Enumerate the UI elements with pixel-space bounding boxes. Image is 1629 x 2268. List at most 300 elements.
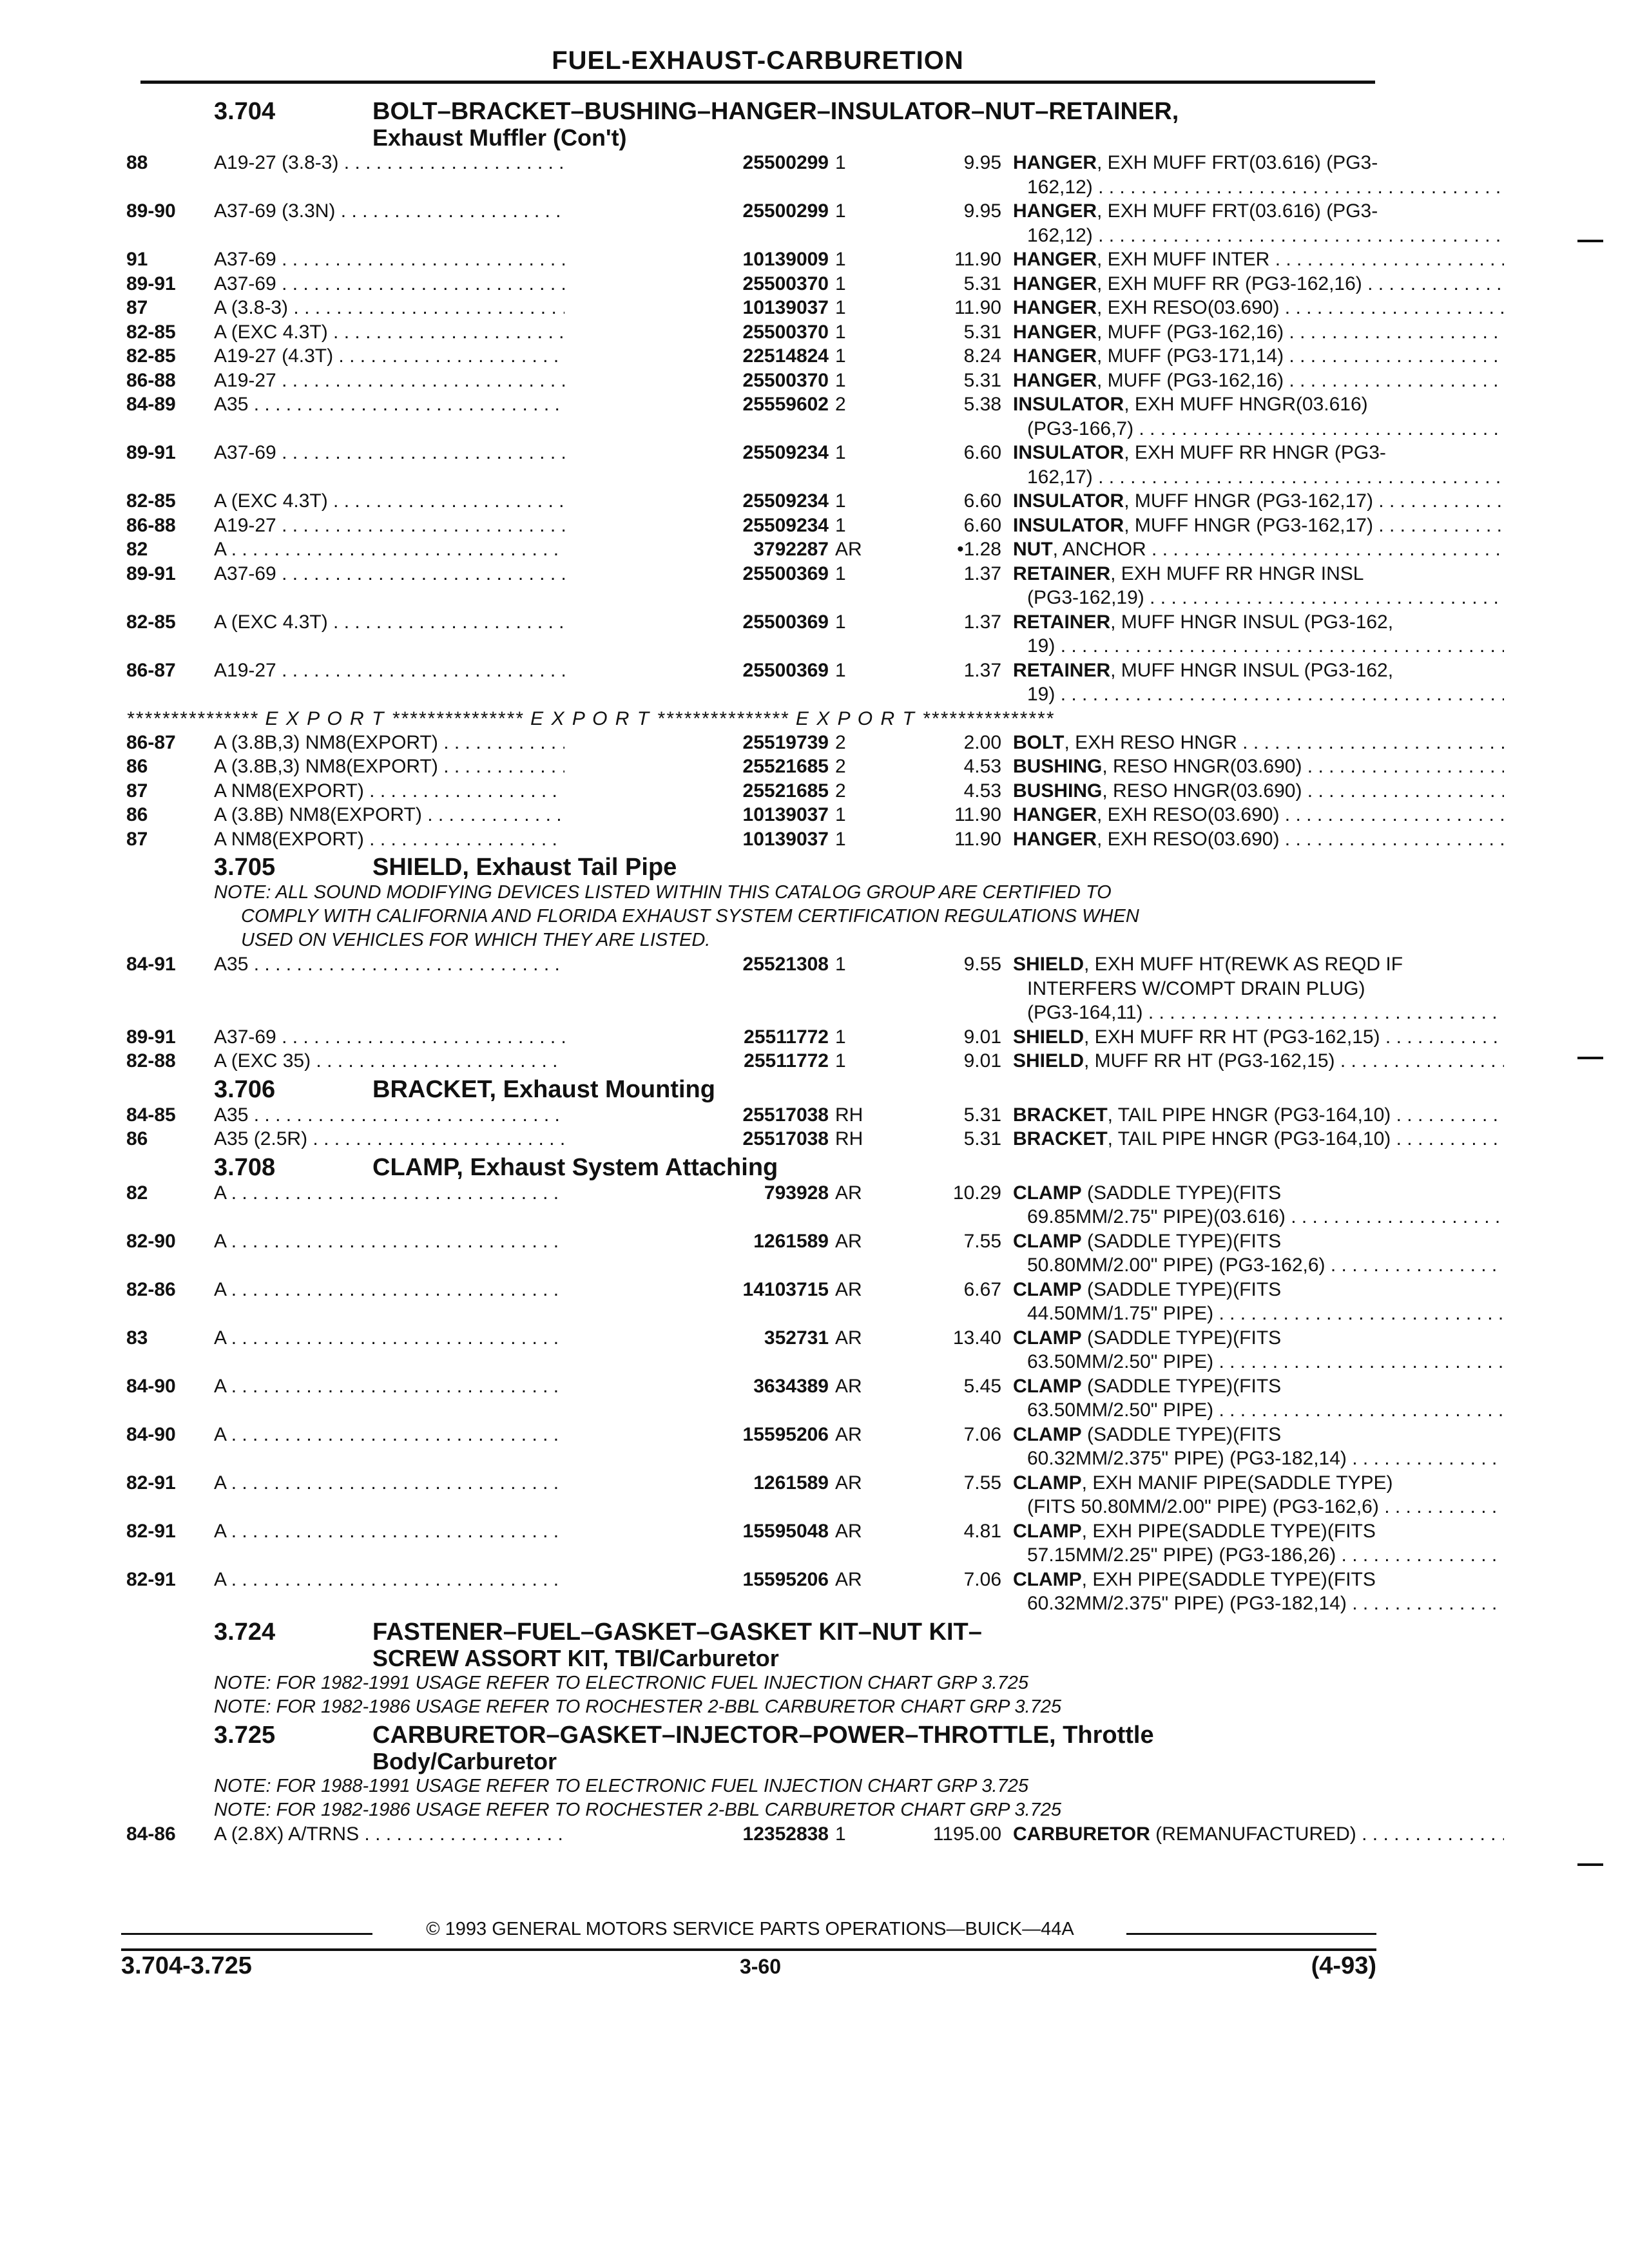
price: •1.28 [957, 539, 1001, 560]
table-row [126, 320, 1383, 345]
model-code: A . . . [214, 1568, 691, 1592]
table-row [126, 247, 1383, 272]
table-row [126, 1374, 1383, 1399]
quantity: RH [835, 1104, 863, 1126]
part-number: 25511772 [564, 1025, 829, 1050]
part-number: 25521685 [564, 779, 829, 803]
table-row-continuation [126, 1398, 1383, 1423]
part-description [1013, 1025, 1504, 1050]
section-title: BRACKET, Exhaust Mounting [372, 1075, 715, 1103]
quantity: 1 [835, 954, 846, 975]
part-number: 10139037 [564, 827, 829, 852]
margin-mark [1577, 1863, 1603, 1866]
part-number: 25500369 [564, 562, 829, 586]
part-description-text: HANGER, EXH RESO(03.690) [1013, 828, 1280, 850]
table-row [126, 344, 1383, 369]
page-header-title: FUEL-EXHAUST-CARBURETION [552, 46, 964, 75]
model-year: 86-87 [126, 659, 176, 681]
part-number: 10139037 [564, 803, 829, 827]
table-row [126, 731, 1383, 755]
footer-copyright: © 1993 GENERAL MOTORS SERVICE PARTS OPERATIONS—BUICK—44A [426, 1919, 1074, 1939]
part-description [1013, 827, 1504, 852]
part-description [1013, 562, 1504, 586]
model-code: A . . . [214, 1278, 691, 1302]
part-description-continued: 19) . . . [1027, 634, 1504, 658]
table-row-continuation [126, 1350, 1383, 1374]
part-description-text: CARBURETOR (REMANUFACTURED) [1013, 1823, 1356, 1845]
model-code: A35 . . . [214, 1103, 691, 1128]
model-year: 82-91 [126, 1568, 176, 1590]
section-heading [126, 1619, 1383, 1646]
part-description [1013, 1049, 1504, 1073]
section-number: 3.708 [214, 1153, 276, 1181]
price: 6.67 [963, 1278, 1001, 1300]
part-number: 25559602 [564, 392, 829, 417]
quantity: 1 [835, 345, 846, 367]
quantity: AR [835, 1375, 862, 1397]
quantity: 1 [835, 273, 846, 294]
part-number: 25517038 [564, 1103, 829, 1128]
table-row [126, 1278, 1383, 1302]
quantity: 1 [835, 1823, 846, 1845]
part-description-continued: 44.50MM/1.75" PIPE) . . . [1027, 1302, 1504, 1326]
part-number: 1261589 [564, 1471, 829, 1495]
part-description-text: RETAINER, MUFF HNGR INSUL (PG3-162, [1013, 611, 1394, 633]
model-year: 89-91 [126, 1026, 176, 1048]
part-description-text: CLAMP (SADDLE TYPE)(FITS [1013, 1230, 1282, 1252]
part-description-text: HANGER, EXH RESO(03.690) [1013, 297, 1280, 318]
part-description [1013, 1423, 1504, 1447]
table-row-continuation [126, 682, 1383, 707]
model-year: 86-87 [126, 731, 176, 753]
section-number: 3.725 [214, 1721, 276, 1749]
model-code: A (3.8B,3) NM8(EXPORT) . . . [214, 754, 691, 779]
section-number: 3.704 [214, 98, 276, 125]
model-year: 87 [126, 297, 148, 318]
table-row [126, 779, 1383, 803]
part-number: 25509234 [564, 489, 829, 514]
part-description-text: INSULATOR, MUFF HNGR (PG3-162,17) [1013, 490, 1373, 512]
part-description-continued: 60.32MM/2.375" PIPE) (PG3-182,14) . . . [1027, 1591, 1504, 1616]
price: 6.60 [963, 514, 1001, 536]
quantity: 1 [835, 249, 846, 270]
model-year: 82-90 [126, 1230, 176, 1252]
table-row [126, 1103, 1391, 1128]
section-heading [126, 854, 1383, 881]
section-note: COMPLY WITH CALIFORNIA AND FLORIDA EXHAUST SYSTEM CERTIFICATION REGULATIONS WHEN [241, 906, 1139, 927]
table-row [126, 1471, 1393, 1495]
part-description [1013, 1471, 1504, 1495]
table-row-continuation [126, 1302, 1383, 1326]
part-number: 10139009 [564, 247, 829, 272]
model-year: 83 [126, 1327, 148, 1349]
model-code: A35 . . . [214, 392, 691, 417]
part-description-continued: 19) . . . [1027, 682, 1504, 707]
header-rule [140, 81, 1375, 84]
price: 9.01 [963, 1050, 1001, 1072]
part-description-continued: 57.15MM/2.25" PIPE) (PG3-186,26) . . . [1027, 1543, 1504, 1568]
table-row [126, 514, 1383, 538]
part-description [1013, 1568, 1504, 1592]
table-row-continuation [126, 224, 1383, 248]
part-description [1013, 369, 1504, 393]
part-number: 25500370 [564, 272, 829, 296]
model-year: 89-91 [126, 562, 176, 584]
part-description-text: HANGER, EXH RESO(03.690) [1013, 804, 1280, 825]
quantity: 1 [835, 611, 846, 633]
price: 5.38 [963, 394, 1001, 415]
model-code: A19-27 . . . [214, 514, 691, 538]
part-description-text: CLAMP (SADDLE TYPE)(FITS [1013, 1327, 1282, 1349]
part-description-text: BOLT, EXH RESO HNGR [1013, 731, 1237, 753]
price: 11.90 [954, 297, 1001, 318]
quantity: 2 [835, 394, 846, 415]
model-year: 82-85 [126, 345, 176, 367]
part-description [1013, 320, 1504, 345]
footer-date-code: (4-93) [1311, 1952, 1376, 1979]
quantity: 1 [835, 321, 846, 343]
part-number: 25509234 [564, 514, 829, 538]
section-number: 3.706 [214, 1075, 276, 1103]
table-row [126, 1229, 1383, 1254]
model-year: 84-90 [126, 1423, 176, 1445]
quantity: AR [835, 1568, 862, 1590]
margin-mark [1577, 1057, 1603, 1059]
quantity: AR [835, 1327, 862, 1349]
part-description [1013, 1229, 1504, 1254]
price: 8.24 [963, 345, 1001, 367]
model-year: 82-86 [126, 1278, 176, 1300]
section-title: BOLT–BRACKET–BUSHING–HANGER–INSULATOR–NUT–RETAINER, [372, 98, 1179, 125]
part-description [1013, 952, 1504, 977]
part-description-text: INSULATOR, EXH MUFF HNGR(03.616) [1013, 394, 1368, 415]
table-row [126, 1049, 1383, 1073]
section-heading [126, 1154, 1383, 1181]
part-description-text: HANGER, MUFF (PG3-162,16) [1013, 369, 1284, 391]
part-number: 15595048 [564, 1519, 829, 1544]
part-number: 1261589 [564, 1229, 829, 1254]
price: 7.06 [963, 1423, 1001, 1445]
part-number: 10139037 [564, 296, 829, 320]
part-description [1013, 392, 1504, 417]
part-description-text: CLAMP (SADDLE TYPE)(FITS [1013, 1375, 1282, 1397]
table-row [126, 1423, 1383, 1447]
price: 9.55 [963, 954, 1001, 975]
part-description [1013, 1127, 1504, 1151]
part-description-continued: 162,12) . . . [1027, 224, 1504, 248]
price: 7.55 [963, 1472, 1001, 1494]
price: 13.40 [952, 1327, 1001, 1349]
part-description [1013, 610, 1504, 635]
price: 5.31 [963, 1128, 1001, 1149]
price: 5.31 [963, 369, 1001, 391]
part-description-text: BRACKET, TAIL PIPE HNGR (PG3-164,10) [1013, 1128, 1391, 1149]
part-description-continued: 63.50MM/2.50" PIPE) . . . [1027, 1398, 1504, 1423]
quantity: 1 [835, 1050, 846, 1072]
part-description-text: NUT, ANCHOR [1013, 539, 1146, 560]
part-description-text: CLAMP (SADDLE TYPE)(FITS [1013, 1182, 1282, 1204]
part-number: 25521685 [564, 754, 829, 779]
quantity: AR [835, 1278, 862, 1300]
part-description [1013, 1278, 1504, 1302]
part-description-text: HANGER, MUFF (PG3-162,16) [1013, 321, 1284, 343]
part-description [1013, 344, 1504, 369]
part-number: 25517038 [564, 1127, 829, 1151]
price: 5.31 [963, 273, 1001, 294]
model-year: 84-91 [126, 954, 176, 975]
model-code: A (2.8X) A/TRNS . . . [214, 1822, 691, 1847]
part-description [1013, 754, 1504, 779]
price: 6.60 [963, 442, 1001, 463]
footer-page-number: 3-60 [739, 1955, 782, 1978]
part-number: 22514824 [564, 344, 829, 369]
model-code: A (3.8B,3) NM8(EXPORT) . . . [214, 731, 691, 755]
model-code: A19-27 (3.8-3) . . . [214, 151, 691, 175]
model-year: 82-85 [126, 321, 176, 343]
part-description-continued: 162,12) . . . [1027, 175, 1504, 200]
part-description [1013, 514, 1504, 538]
part-description [1013, 1519, 1504, 1544]
quantity: AR [835, 1423, 862, 1445]
quantity: 1 [835, 804, 846, 825]
model-code: A35 . . . [214, 952, 691, 977]
part-description [1013, 247, 1504, 272]
part-description-text: HANGER, EXH MUFF RR (PG3-162,16) [1013, 273, 1362, 294]
table-row [126, 952, 1403, 977]
table-row [126, 803, 1383, 827]
parts-listing [126, 95, 1403, 1846]
part-description [1013, 537, 1504, 562]
price: 1.37 [963, 562, 1001, 584]
model-code: A (3.8B) NM8(EXPORT) . . . [214, 803, 691, 827]
table-row-continuation [126, 1253, 1383, 1278]
footer-group-range: 3.704-3.725 [121, 1952, 252, 1979]
section-note: NOTE: FOR 1982-1986 USAGE REFER TO ROCHESTER 2-BBL CARBURETOR CHART GRP 3.725 [214, 1696, 1062, 1717]
table-row [126, 1127, 1391, 1151]
model-year: 82-85 [126, 490, 176, 512]
table-row [126, 658, 1394, 683]
table-row [126, 489, 1383, 514]
part-number: 25500299 [564, 199, 829, 224]
model-year: 84-89 [126, 394, 176, 415]
table-row [126, 1181, 1383, 1206]
part-description [1013, 489, 1504, 514]
model-year: 89-91 [126, 442, 176, 463]
table-row [126, 199, 1383, 224]
part-number: 25511772 [564, 1049, 829, 1073]
price: 4.53 [963, 756, 1001, 777]
section-number: 3.705 [214, 854, 276, 881]
table-row [126, 1326, 1383, 1350]
section-note: NOTE: FOR 1988-1991 USAGE REFER TO ELECTRONIC FUEL INJECTION CHART GRP 3.725 [214, 1775, 1028, 1796]
part-description [1013, 1326, 1504, 1350]
part-description-text: INSULATOR, MUFF HNGR (PG3-162,17) [1013, 514, 1373, 536]
table-row-continuation [126, 1205, 1383, 1229]
section-title: SHIELD, Exhaust Tail Pipe [372, 854, 677, 881]
model-code: A . . . [214, 1326, 691, 1350]
model-year: 86 [126, 756, 148, 777]
model-code: A (EXC 4.3T) . . . [214, 320, 691, 345]
table-row [126, 392, 1383, 417]
price: 5.31 [963, 1104, 1001, 1126]
quantity: AR [835, 1472, 862, 1494]
table-row-continuation [126, 586, 1383, 610]
part-description [1013, 1822, 1504, 1847]
section-subtitle: SCREW ASSORT KIT, TBI/Carburetor [372, 1644, 779, 1671]
table-row-continuation [126, 634, 1383, 658]
part-description-text: INSULATOR, EXH MUFF RR HNGR (PG3- [1013, 442, 1386, 463]
model-code: A37-69 . . . [214, 562, 691, 586]
part-description-continued: 69.85MM/2.75" PIPE)(03.616) . . . [1027, 1205, 1504, 1229]
part-description-continued: (PG3-166,7) . . . [1027, 417, 1504, 441]
part-description-continued: 162,17) . . . [1027, 465, 1504, 490]
table-row-continuation [126, 1495, 1383, 1519]
table-row [126, 1822, 1383, 1847]
part-description-text: HANGER, EXH MUFF INTER [1013, 249, 1270, 270]
quantity: 1 [835, 514, 846, 536]
table-row [126, 1568, 1383, 1592]
part-description [1013, 658, 1504, 683]
price: 11.90 [954, 804, 1001, 825]
table-row [126, 272, 1383, 296]
part-number: 25509234 [564, 441, 829, 465]
part-number: 25500370 [564, 369, 829, 393]
table-row-continuation [126, 1543, 1383, 1568]
quantity: AR [835, 1520, 862, 1542]
part-number: 793928 [564, 1181, 829, 1206]
part-description [1013, 1103, 1504, 1128]
part-description-text: CLAMP (SADDLE TYPE)(FITS [1013, 1423, 1282, 1445]
price: 10.29 [952, 1182, 1001, 1204]
model-year: 82 [126, 1182, 148, 1204]
part-number: 15595206 [564, 1423, 829, 1447]
model-year: 84-85 [126, 1104, 176, 1126]
section-note: NOTE: ALL SOUND MODIFYING DEVICES LISTED WITHIN THIS CATALOG GROUP ARE CERTIFIED TO [214, 882, 1112, 903]
part-description-text: BUSHING, RESO HNGR(03.690) [1013, 780, 1302, 802]
part-description-text: CLAMP, EXH MANIF PIPE(SADDLE TYPE) [1013, 1472, 1393, 1494]
table-row [126, 1519, 1383, 1544]
part-description [1013, 199, 1504, 224]
price: 11.90 [954, 249, 1001, 270]
model-year: 82-85 [126, 611, 176, 633]
table-row [126, 754, 1383, 779]
table-row [126, 827, 1383, 852]
price: 5.45 [963, 1375, 1001, 1397]
part-number: 12352838 [564, 1822, 829, 1847]
price: 1195.00 [932, 1823, 1001, 1845]
price: 1.37 [963, 659, 1001, 681]
table-row-continuation [126, 1001, 1383, 1025]
quantity: 1 [835, 369, 846, 391]
table-row [126, 296, 1383, 320]
part-description [1013, 803, 1504, 827]
quantity: 1 [835, 490, 846, 512]
price: 7.55 [963, 1230, 1001, 1252]
part-description-continued: 50.80MM/2.00" PIPE) (PG3-162,6) . . . [1027, 1253, 1504, 1278]
model-code: A NM8(EXPORT) . . . [214, 779, 691, 803]
footer-rule-left [121, 1933, 372, 1935]
part-number: 25500370 [564, 320, 829, 345]
part-number: 25500369 [564, 610, 829, 635]
price: 1.37 [963, 611, 1001, 633]
table-row [126, 610, 1394, 635]
margin-mark [1577, 240, 1603, 242]
part-description [1013, 779, 1504, 803]
quantity: 1 [835, 200, 846, 222]
price: 7.06 [963, 1568, 1001, 1590]
model-code: A37-69 . . . [214, 1025, 691, 1050]
part-description-text: BRACKET, TAIL PIPE HNGR (PG3-164,10) [1013, 1104, 1391, 1126]
part-description-text: RETAINER, EXH MUFF RR HNGR INSL [1013, 562, 1364, 584]
part-description-text: BUSHING, RESO HNGR(03.690) [1013, 756, 1302, 777]
section-heading [126, 98, 1383, 125]
model-code: A (3.8-3) . . . [214, 296, 691, 320]
quantity: 1 [835, 442, 846, 463]
part-description [1013, 272, 1504, 296]
part-description [1013, 731, 1504, 755]
model-code: A . . . [214, 1471, 691, 1495]
part-description-continued: 60.32MM/2.375" PIPE) (PG3-182,14) . . . [1027, 1446, 1504, 1471]
table-row-continuation [126, 417, 1383, 441]
model-code: A . . . [214, 1229, 691, 1254]
model-code: A19-27 . . . [214, 369, 691, 393]
model-year: 86-88 [126, 514, 176, 536]
model-year: 86-88 [126, 369, 176, 391]
part-description [1013, 296, 1504, 320]
price: 5.31 [963, 321, 1001, 343]
price: 6.60 [963, 490, 1001, 512]
quantity: AR [835, 1230, 862, 1252]
section-title: CLAMP, Exhaust System Attaching [372, 1153, 778, 1181]
model-year: 82 [126, 539, 148, 560]
model-year: 91 [126, 249, 148, 270]
quantity: 2 [835, 731, 846, 753]
quantity: 2 [835, 780, 846, 802]
table-row [126, 369, 1383, 393]
section-note: NOTE: FOR 1982-1991 USAGE REFER TO ELECTRONIC FUEL INJECTION CHART GRP 3.725 [214, 1672, 1028, 1693]
quantity: 1 [835, 297, 846, 318]
part-description-text: CLAMP, EXH PIPE(SADDLE TYPE)(FITS [1013, 1520, 1376, 1542]
price: 11.90 [954, 828, 1001, 850]
table-row-continuation [126, 1591, 1383, 1616]
table-row [126, 537, 1383, 562]
part-number: 25500299 [564, 151, 829, 175]
model-year: 82-91 [126, 1472, 176, 1494]
model-code: A . . . [214, 537, 691, 562]
table-row [126, 562, 1383, 586]
part-number: 3634389 [564, 1374, 829, 1399]
part-number: 352731 [564, 1326, 829, 1350]
quantity: 1 [835, 152, 846, 173]
table-row-continuation [126, 1446, 1383, 1471]
quantity: 2 [835, 756, 846, 777]
table-row-continuation [126, 465, 1383, 490]
model-code: A (EXC 4.3T) . . . [214, 610, 691, 635]
part-description-text: HANGER, MUFF (PG3-171,14) [1013, 345, 1284, 367]
model-code: A . . . [214, 1519, 691, 1544]
part-description-text: HANGER, EXH MUFF FRT(03.616) (PG3- [1013, 152, 1378, 173]
section-subtitle: Body/Carburetor [372, 1747, 557, 1774]
model-code: A19-27 (4.3T) . . . [214, 344, 691, 369]
price: 9.95 [963, 200, 1001, 222]
price: 9.95 [963, 152, 1001, 173]
table-row-continuation [126, 977, 1383, 1001]
price: 2.00 [963, 731, 1001, 753]
footer-rule [121, 1948, 1376, 1951]
section-number: 3.724 [214, 1618, 276, 1646]
part-description [1013, 441, 1504, 465]
model-code: A37-69 . . . [214, 272, 691, 296]
